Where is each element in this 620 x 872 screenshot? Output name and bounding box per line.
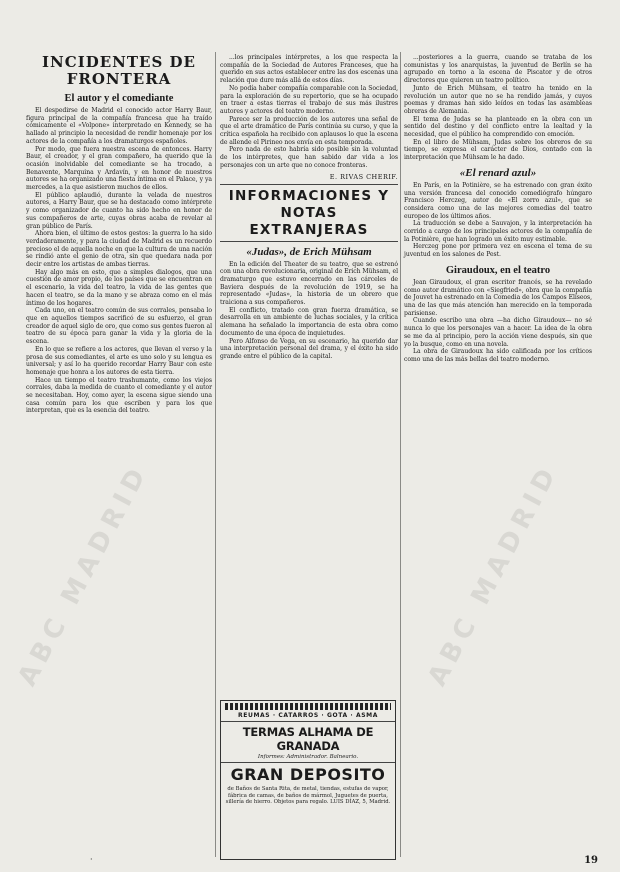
paragraph: Cuando escribo una obra —ha dicho Giraudoux— no sé nunca lo que los personajes van a hacer. La idea de la obra se me da al principio, pero la acción viene después, sin que yo la busque, como en una novela.	[404, 317, 592, 348]
ad-conditions: REUMAS · CATARROS · GOTA · ASMA	[238, 712, 378, 719]
paragraph: Junto de Erich Mühsam, el teatro ha tenido en la revolución un autor que no se ha rendido jamás, y cuyos poemas y dramas han sido leídos en todas las asambleas obreras de Alemania.	[404, 84, 592, 115]
ad-title: TERMAS ALHAMA DE GRANADA	[242, 725, 374, 753]
column-left	[26, 54, 212, 415]
section-title: INFORMACIONES Y NOTAS EXTRANJERAS	[228, 187, 390, 238]
article-heading: Giraudoux, en el teatro	[445, 264, 551, 276]
paragraph: La obra de Giraudoux ha sido calificada por los críticos como una de las más bellas del teatro moderno.	[404, 348, 592, 363]
column-divider	[215, 52, 216, 857]
divider	[220, 184, 398, 185]
column-middle	[220, 54, 398, 361]
paragraph: Herczeg pone por primera vez en escena el tema de su juventud en los salones de Pest.	[404, 243, 592, 259]
paragraph: Jean Giraudoux, el gran escritor francés, se ha revelado como autor dramático con «Siegfried», obra que la compañía de Jouvet ha estrenado en la Comedia de los Campos Elíseos, una de las que más atención han merecido en la temporada parisiense.	[404, 278, 592, 317]
paragraph: ...los principales intérpretes, a los que respecta la compañía de la Sociedad de Autores Franceses, que ha querido en sus actos establecer entre las dos escenas una relación que dure más allá de estos días.	[220, 54, 398, 85]
paragraph: El despedirse de Madrid el conocido actor Harry Baur, figura principal de la compañía francesa que ha traído cómicamente el «Volpone» interpretado en Kennedy, se ha hallado al principio la necesidad de rendir homenaje por los actores de la compañía a los dramaturgos españoles.	[26, 107, 212, 145]
advertisement	[220, 700, 396, 860]
paragraph: El conflicto, tratado con gran fuerza dramática, se desarrolla en un ambiente de luchas sociales, y la crítica alemana ha señalado la importancia de esta obra como documento de una época de inquietudes.	[220, 306, 398, 337]
column-divider	[400, 52, 401, 857]
ad-subtitle: Informes: Administrador. Balneario.	[257, 754, 359, 760]
ad-decorative-border	[225, 703, 391, 710]
paragraph: Hace un tiempo el teatro trashumante, como los viejos corrales, daba la medida de cuanto el comediante y el autor se necesitaban. Hoy, como ayer, la escena sigue siendo una casa común para los que escriben y para los que interpretan, que es la esencia del teatro.	[26, 376, 212, 415]
paragraph: Pero nada de esto habría sido posible sin la voluntad de los intérpretes, que han sabido dar vida a los personajes con un arte que no conoce fronteras.	[220, 146, 398, 169]
watermark-right: ABC MADRID	[422, 458, 565, 692]
page-number: 19	[584, 855, 598, 866]
paragraph: Por modo, que fuera nuestra escena de entonces. Harry Baur, el creador, y el gran compañero, ha querido que la ocasión inolvidable del comediante se ha trocado, a Benavente, Marquina y Ardavín, y en honor de nuestros autores se ha organizado una fiesta íntima en el Palace, y ya mercedes, a la que asistieron muchos de ellos.	[26, 145, 212, 192]
paragraph: El público aplaudió, durante la velada de nuestros autores, a Harry Baur, que se ha destacado como intérprete y como organizador de cuanto ha sido hecho en honor de sus compañeros de arte, cuyas obras acaba de revelar al gran público de París.	[26, 191, 212, 230]
paragraph: En París, en la Potinière, se ha estrenado con gran éxito una versión francesa del conocido comediógrafo húngaro Francisco Herczeg, autor de «El zorro azul», que se considera como una de las mejores comedias del teatro europeo de los últimos años.	[404, 181, 592, 220]
footer-mark: ·	[90, 855, 93, 864]
paragraph: Hay algo más en esto, que a simples dialogos, que una cuestión de amor propio, de los países que se encuentran en el escenario, la vida del teatro, la vida de las gentes que hacen el teatro, se da la mano y se abraza como en el más íntimo de los hogares.	[26, 268, 212, 307]
paragraph: El tema de Judas se ha planteado en la obra con un sentido del destino y del conflicto entre la lealtad y la necesidad, que el público ha comprendido con emoción.	[404, 115, 592, 139]
paragraph: Pero Alfonso de Vega, en su escenario, ha querido dar una interpretación personal del drama, y el éxito ha sido grande entre el público de la capital.	[220, 337, 398, 360]
paragraph: Ahora bien, el último de estos gestos: la guerra lo ha sido verdaderamente, y para la ciudad de Madrid es un recuerdo precioso el de aquella noche en que la cultura de una nación se rindió ante el genio de otra, sin que quedara nada por decir entre los artistas de ambas tierras.	[26, 230, 212, 269]
paragraph: Parece ser la producción de los autores una señal de que el arte dramático de París continúa su curso, y que la crítica española ha recibido con aplausos lo que la escena de allende el Pirineo nos envía en esta temporada.	[220, 115, 398, 146]
paragraph: La traducción se debe a Sauvajon, y la interpretación ha corrido a cargo de los principales actores de la compañía de la Potinière, que han logrado un éxito muy estimable.	[404, 220, 592, 243]
paragraph: ...posteriores a la guerra, cuando se trataba de los comunistas y los anarquistas, la juventud de Berlín se ha agrupado en torno a la escena de Piscator y de otros directores que quieren un teatro político.	[404, 54, 592, 85]
article-signature: E. RIVAS CHERIF.	[329, 172, 398, 181]
article-heading: «El renard azul»	[459, 166, 537, 179]
ad-big-title: GRAN DEPOSITO	[230, 765, 386, 784]
article-heading: El autor y el comediante	[64, 93, 174, 104]
divider	[220, 241, 398, 242]
section-title: INCIDENTES DE FRONTERA	[42, 53, 196, 88]
divider	[221, 762, 395, 763]
paragraph: No podía haber compañía comparable con la Sociedad, para la exploración de su repertorio, que se ha ocupado en traer a estas tierras el trabajo de sus más ilustres autores y actores del teatro moderno.	[220, 84, 398, 115]
paragraph: En el libro de Mühsam, Judas sobre los obreros de su tiempo, se expresa el carácter de Dios, contado con la interpretación que Mühsam le ha dado.	[404, 138, 592, 162]
divider	[221, 721, 395, 722]
paragraph: En la edición del Theater de su teatro, que se estrenó con una obra revolucionaria, original de Erich Mühsam, el dramaturgo que estuvo encerrado en las cárceles de Baviera después de la revolución de 1919, se ha representado «Judas», la historia de un obrero que traiciona a sus compañeros.	[220, 260, 398, 307]
article-heading: «Judas», de Erich Mühsam	[246, 245, 372, 258]
ad-details: de Baños de Santa Rita, de metal, tiendas, estufas de vapor, fábrica de camas, de baños de mármol, Juguetes de puerta, sillería de hierro. Objetos para regalo. LUIS DÍAZ, 5, Madrid.	[225, 786, 391, 806]
column-right	[404, 54, 592, 364]
watermark-left: ABC MADRID	[12, 458, 155, 692]
paragraph: En lo que se refiere a los actores, que llevan el verso y la prosa de sus comediantes, el arte es uno solo y su lengua es universal; y así lo ha querido recordar Harry Baur con este homenaje que honra a los autores de esta tierra.	[26, 345, 212, 376]
paragraph: Cada uno, en el teatro común de sus corrales, pensaba lo que en aquellos tiempos sacrificó de su esfuerzo, el gran creador de aquel siglo de oro, que como sus gentes fueron al teatro de su época para ganar la vida y la gloria de la escena.	[26, 307, 212, 346]
